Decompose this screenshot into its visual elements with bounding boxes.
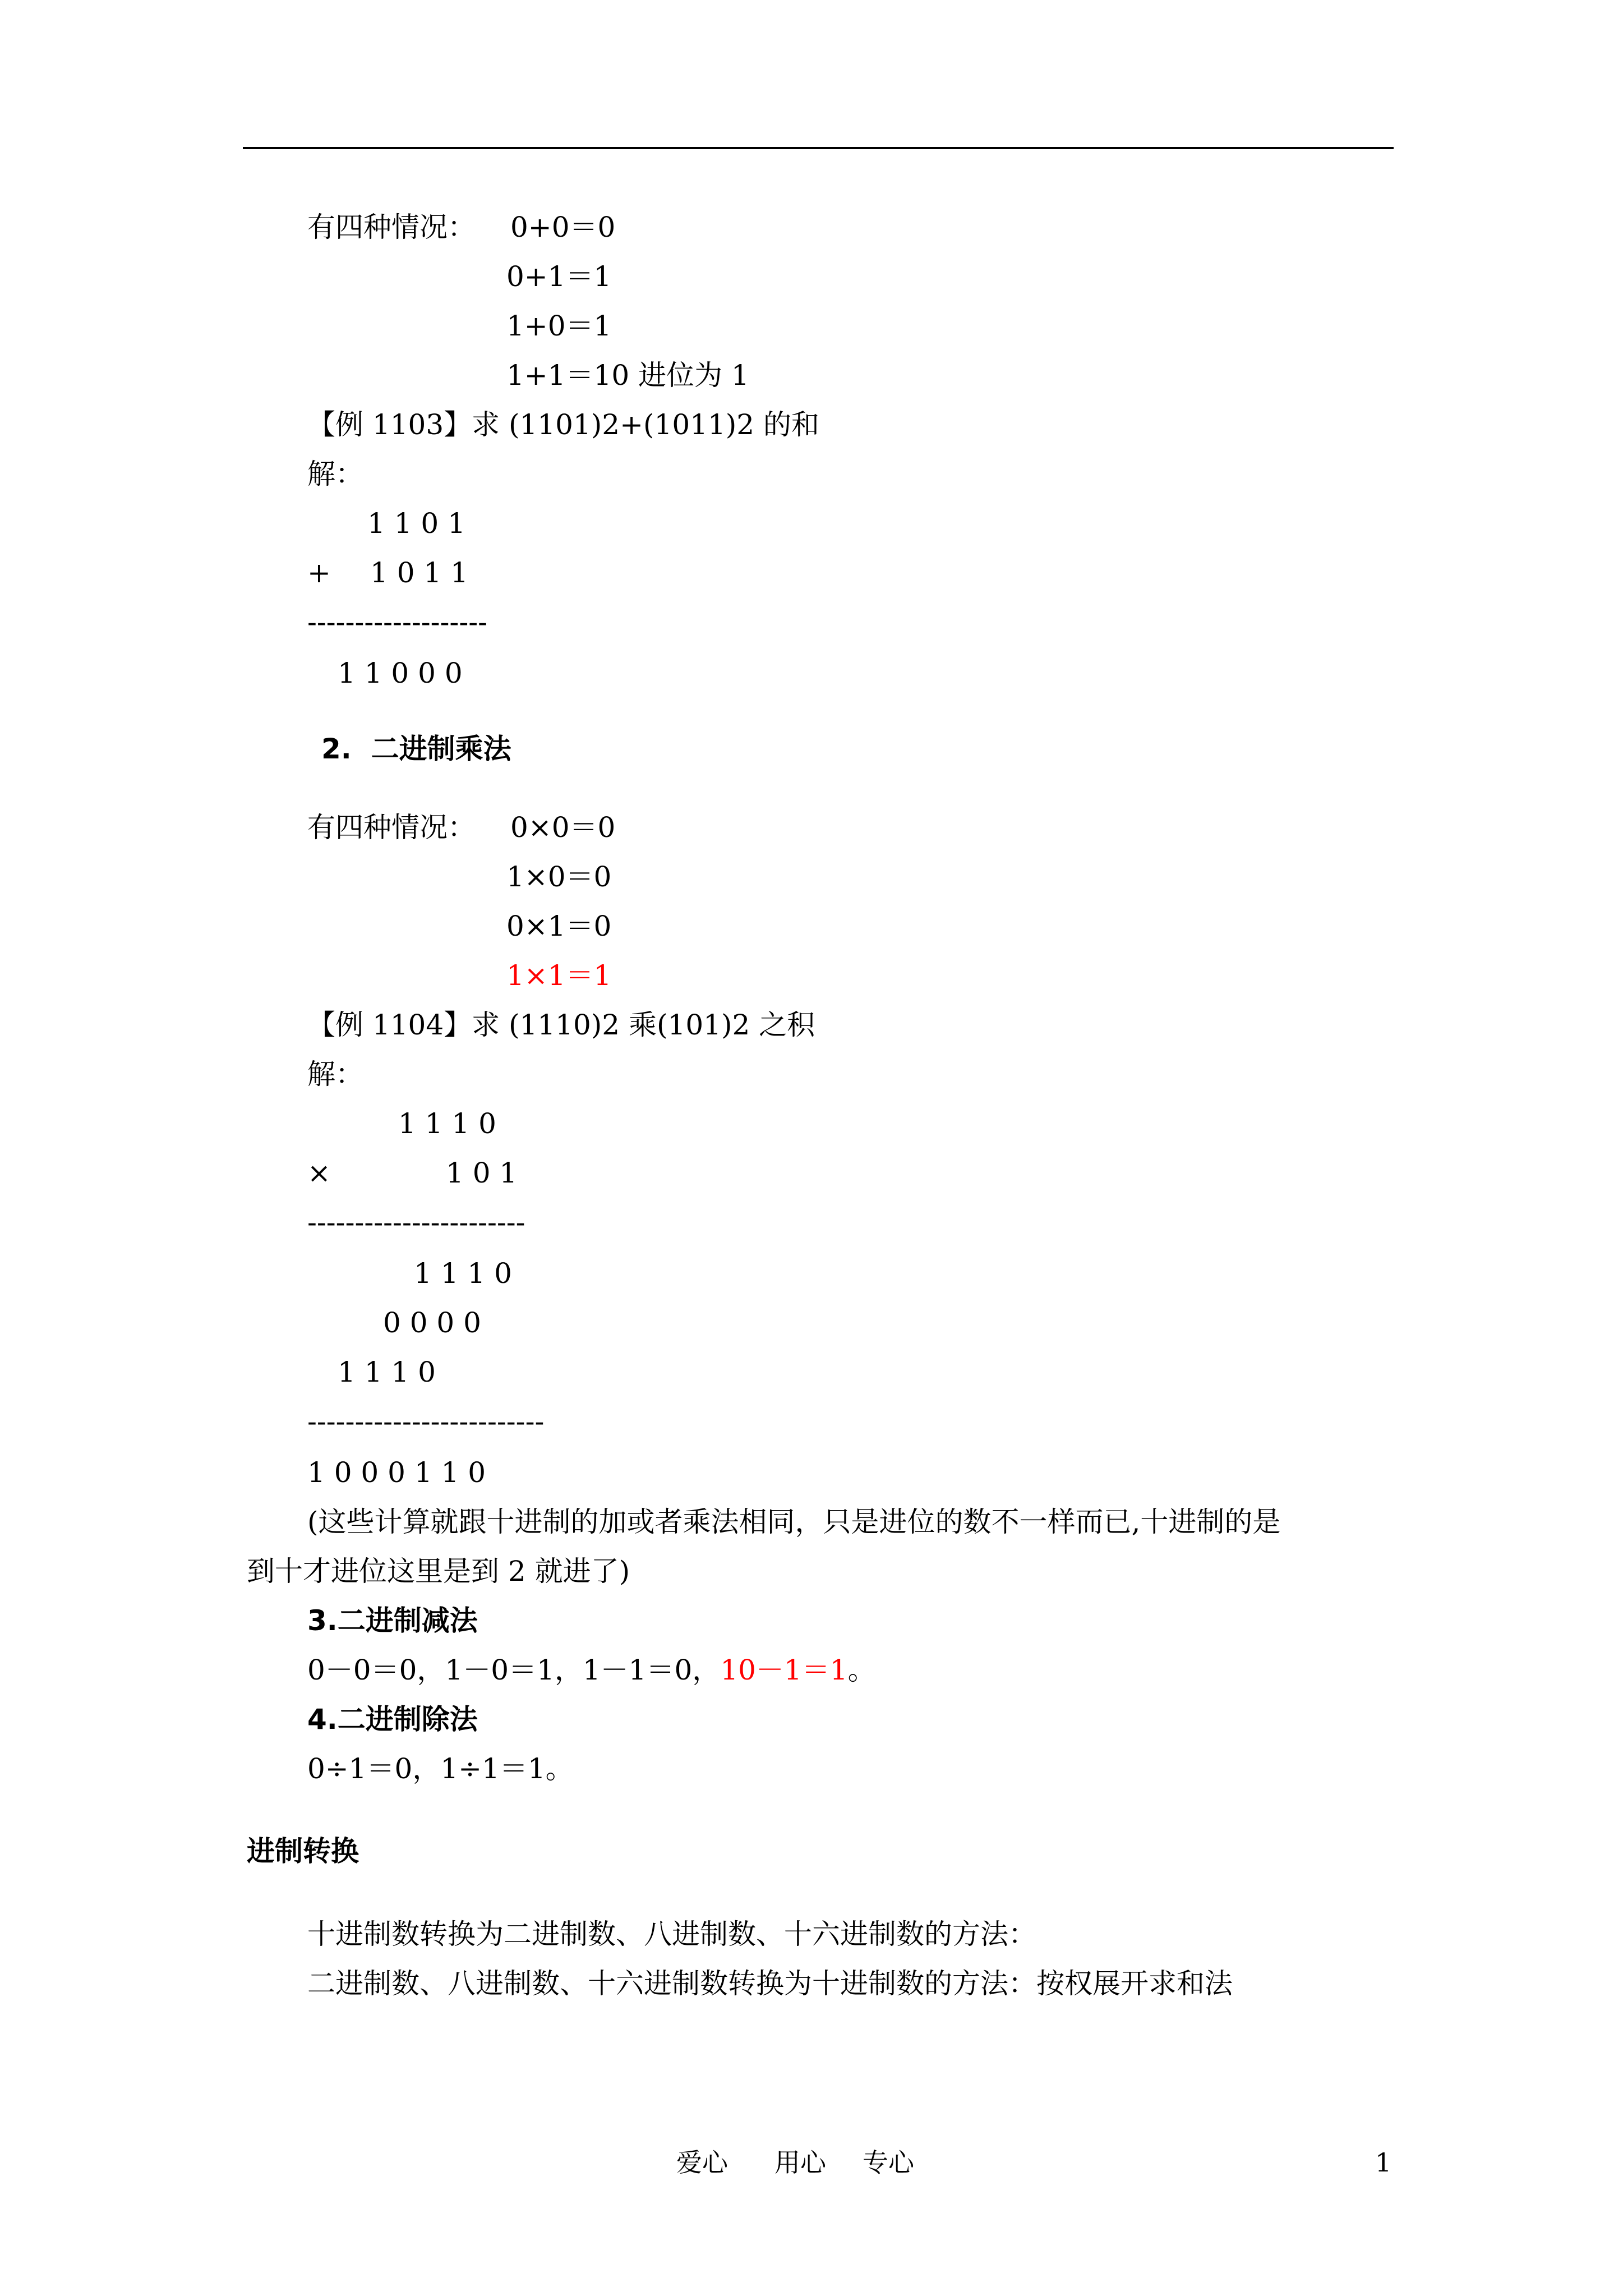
addition-separator: -------------------	[307, 606, 487, 638]
multiplication-operator: ×	[307, 1157, 331, 1189]
conversion-line-2: 二进制数、八进制数、十六进制数转换为十进制数的方法：按权展开求和法	[307, 1967, 1233, 2000]
addition-case-2: 0+1＝1	[506, 260, 612, 293]
multiplication-solution-label: 解：	[307, 1058, 363, 1091]
multiplication-example-title: 【例 1104】求 (1110)2 乘(101)2 之积	[307, 1009, 815, 1041]
addition-example-title: 【例 1103】求 (1101)2+(1011)2 的和	[307, 408, 819, 441]
multiplication-separator-2: -------------------------	[307, 1405, 545, 1438]
subtraction-line	[307, 1653, 876, 1687]
footer-item-use: 用心	[774, 2147, 826, 2178]
multiplication-case-2: 1×0＝0	[506, 861, 612, 893]
addition-intro: 有四种情况：	[307, 211, 476, 243]
subtraction-highlight: 10－1＝1	[720, 1654, 848, 1686]
note-line-1: (这些计算就跟十进制的加或者乘法相同，只是进位的数不一样而已,十进制的是	[307, 1506, 1281, 1538]
header-rule	[243, 147, 1394, 149]
multiplication-separator-1: -----------------------	[307, 1206, 525, 1239]
multiplication-case-1: 0×0＝0	[510, 811, 616, 844]
addition-solution-label: 解：	[307, 458, 363, 490]
multiplication-result: 1 0 0 0 1 1 0	[307, 1456, 486, 1489]
multiplication-case-highlight: 1×1＝1	[506, 959, 612, 992]
subtraction-end: 。	[847, 1654, 876, 1686]
division-text: 0÷1＝0，1÷1＝1。	[307, 1752, 574, 1785]
multiplication-partial-2: 0 0 0 0	[383, 1306, 481, 1339]
addition-case-3: 1+0＝1	[506, 310, 612, 342]
addition-operand-1: 1 1 0 1	[367, 507, 465, 540]
note-line-2: 到十才进位这里是到 2 就进了)	[247, 1555, 630, 1588]
multiplication-heading: 2. 二进制乘法	[321, 733, 511, 765]
conversion-heading: 进制转换	[247, 1835, 359, 1867]
addition-operator: +	[307, 556, 331, 589]
multiplication-operand-2: 1 0 1	[446, 1157, 518, 1189]
conversion-line-1: 十进制数转换为二进制数、八进制数、十六进制数的方法：	[307, 1918, 1036, 1950]
multiplication-intro: 有四种情况：	[307, 811, 476, 844]
subtraction-heading: 3.二进制减法	[307, 1604, 478, 1637]
subtraction-text: 0－0＝0，1－0＝1，1－1＝0，	[307, 1654, 721, 1686]
division-heading: 4.二进制除法	[307, 1703, 478, 1736]
multiplication-operand-1: 1 1 1 0	[398, 1107, 496, 1140]
page-number: 1	[1375, 2147, 1392, 2178]
multiplication-partial-1: 1 1 1 0	[414, 1257, 512, 1290]
footer-item-love: 爱心	[676, 2147, 728, 2178]
footer-item-focus: 专心	[863, 2147, 914, 2178]
addition-case-4: 1+1＝10 进位为 1	[506, 359, 749, 392]
addition-operand-2: 1 0 1 1	[370, 556, 468, 589]
multiplication-case-3: 0×1＝0	[506, 910, 612, 942]
addition-result: 1 1 0 0 0	[338, 657, 463, 689]
addition-case-1: 0+0＝0	[510, 211, 616, 243]
multiplication-partial-3: 1 1 1 0	[338, 1356, 436, 1388]
